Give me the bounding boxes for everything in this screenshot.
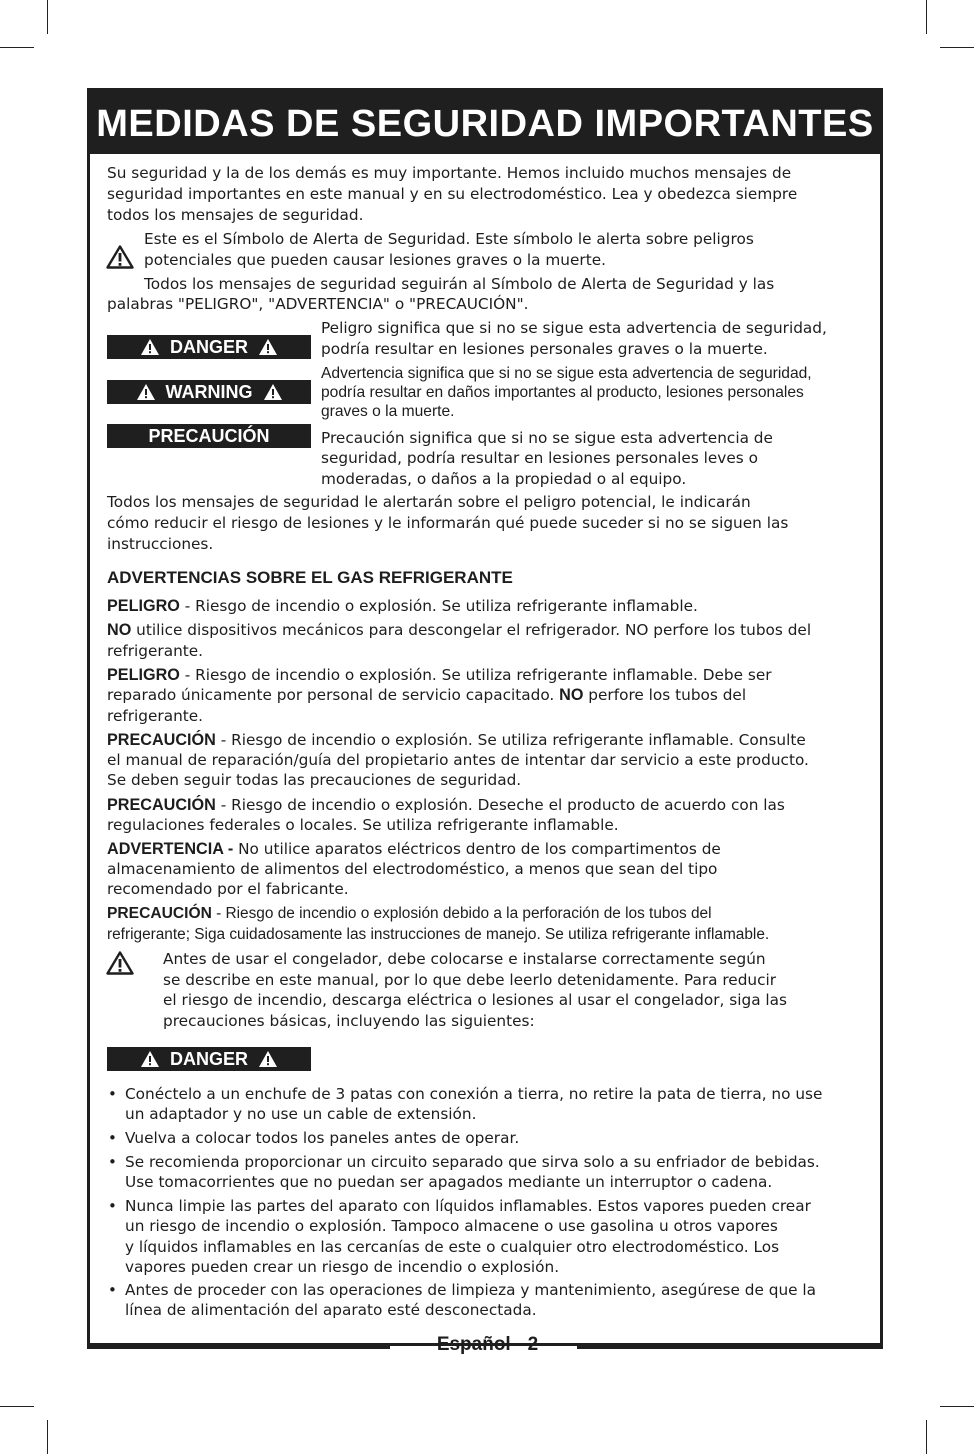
- warning-signal-label: [107, 380, 311, 404]
- alert-symbol-text: Este es el Símbolo de Alerta de Seguridad. Este símbolo le alerta sobre peligros: [144, 230, 754, 248]
- page-number: Español - 2: [436, 1334, 539, 1355]
- warning-triangle-icon: [106, 951, 134, 975]
- danger-signal-label: [107, 335, 311, 359]
- warning-triangle-icon: [263, 383, 283, 401]
- refrigerant-paragraph: PRECAUCIÓN - Riesgo de incendio o explosión. Deseche el producto de acuerdo con las: [107, 796, 785, 814]
- refrigerant-paragraph: regulaciones federales o locales. Se utiliza refrigerante inflamable.: [107, 816, 619, 834]
- signal-words-text: palabras "PELIGRO", "ADVERTENCIA" o "PRECAUCIÓN".: [107, 295, 529, 313]
- refrigerant-paragraph: ADVERTENCIA - No utilice aparatos eléctricos dentro de los compartimentos de: [107, 840, 721, 858]
- bullet-text: Antes de proceder con las operaciones de limpieza y mantenimiento, asegúrese de que la: [125, 1281, 817, 1299]
- page-title: MEDIDAS DE SEGURIDAD IMPORTANTES: [87, 88, 883, 154]
- refrigerant-paragraph: PELIGRO - Riesgo de incendio o explosión. Se utiliza refrigerante inflamable. Debe ser: [107, 666, 772, 684]
- refrigerant-paragraph: refrigerante; Siga cuidadosamente las instrucciones de manejo. Se utiliza refrigerante inflamable.: [107, 926, 770, 943]
- crop-mark: [940, 1406, 974, 1407]
- keyword: NO: [107, 621, 132, 639]
- caution-text: Precaución significa que si no se sigue esta advertencia de: [321, 429, 773, 447]
- bullet-text: un adaptador y no use un cable de extensión.: [125, 1105, 477, 1123]
- bullet-text: Nunca limpie las partes del aparato con líquidos inflamables. Estos vapores pueden crear: [125, 1197, 811, 1215]
- refrigerant-paragraph: recomendado por el fabricante.: [107, 880, 349, 898]
- keyword: PELIGRO: [107, 666, 180, 684]
- footer-rule-left: [87, 1346, 390, 1349]
- danger-signal-label: [107, 1047, 311, 1071]
- warning-text: graves o la muerte.: [321, 403, 455, 420]
- keyword: PELIGRO: [107, 597, 180, 615]
- warning-triangle-icon: [258, 338, 278, 356]
- all-messages-text: Todos los mensajes de seguridad le alertarán sobre el peligro potencial, le indicarán: [107, 493, 751, 511]
- danger-label: DANGER: [169, 1049, 248, 1069]
- refrigerant-paragraph: reparado únicamente por personal de servicio capacitado. NO perfore los tubos del: [107, 686, 747, 704]
- crop-mark: [926, 1420, 927, 1454]
- refrigerant-paragraph: Se deben seguir todas las precauciones de seguridad.: [107, 771, 522, 789]
- intro-line: Su seguridad y la de los demás es muy importante. Hemos incluido muchos mensajes de: [107, 164, 792, 182]
- warning-triangle-icon: [106, 245, 134, 269]
- bullet-text: vapores pueden crear un riesgo de incendio o explosión.: [125, 1258, 560, 1276]
- crop-mark: [0, 47, 34, 48]
- caution-text: moderadas, o daños a la propiedad o al equipo.: [321, 470, 687, 488]
- danger-text: Peligro significa que si no se sigue esta advertencia de seguridad,: [321, 319, 827, 337]
- crop-mark: [0, 1406, 34, 1407]
- caution-text: seguridad, podría resultar en lesiones personales leves o: [321, 449, 758, 467]
- bullet-marker: •: [108, 1281, 117, 1299]
- warning-text: podría resultar en daños importantes al producto, lesiones personales: [321, 384, 804, 401]
- freezer-note: se describe en este manual, por lo que debe leerlo detenidamente. Para reducir: [163, 971, 777, 989]
- bullet-text: Se recomienda proporcionar un circuito separado que sirva solo a su enfriador de bebidas.: [125, 1153, 820, 1171]
- keyword: PRECAUCIÓN: [107, 731, 216, 749]
- bullet-text: y líquidos inflamables en las cercanías de este o cualquier otro electrodoméstico. Los: [125, 1238, 780, 1256]
- crop-mark: [47, 1420, 48, 1454]
- bullet-text: un riesgo de incendio o explosión. Tampoco almacene o use gasolina u otros vapores: [125, 1217, 778, 1235]
- danger-text: podría resultar en lesiones personales graves o la muerte.: [321, 340, 768, 358]
- bullet-marker: •: [108, 1085, 117, 1103]
- freezer-note: el riesgo de incendio, descarga eléctrica o lesiones al usar el congelador, siga las: [163, 991, 788, 1009]
- warning-triangle-icon: [140, 338, 160, 356]
- bullet-marker: •: [108, 1197, 117, 1215]
- keyword: PRECAUCIÓN: [107, 796, 216, 814]
- caution-label: PRECAUCIÓN: [148, 426, 270, 446]
- footer-rule-right: [577, 1346, 883, 1349]
- warning-label: WARNING: [165, 382, 253, 402]
- bullet-text: Conéctelo a un enchufe de 3 patas con conexión a tierra, no retire la pata de tierra, no use: [125, 1085, 823, 1103]
- refrigerant-paragraph: NO utilice dispositivos mecánicos para descongelar el refrigerador. NO perfore los tubos del: [107, 621, 812, 639]
- refrigerant-paragraph: refrigerante.: [107, 642, 204, 660]
- refrigerant-paragraph: refrigerante.: [107, 707, 204, 725]
- caution-signal-label: [107, 424, 311, 448]
- all-messages-text: instrucciones.: [107, 535, 214, 553]
- warning-triangle-icon: [258, 1050, 278, 1068]
- warning-triangle-icon: [136, 383, 156, 401]
- refrigerant-paragraph: PELIGRO - Riesgo de incendio o explosión. Se utiliza refrigerante inflamable.: [107, 597, 698, 615]
- intro-line: seguridad importantes en este manual y en su electrodoméstico. Lea y obedezca siempre: [107, 185, 798, 203]
- keyword: PRECAUCIÓN: [107, 905, 212, 922]
- bullet-text: línea de alimentación del aparato esté desconectada.: [125, 1301, 537, 1319]
- bullet-text: Use tomacorrientes que no puedan ser apagados mediante un interruptor o cadena.: [125, 1173, 773, 1191]
- crop-mark: [926, 0, 927, 34]
- keyword: NO: [559, 686, 584, 704]
- signal-words-text: Todos los mensajes de seguridad seguirán al Símbolo de Alerta de Seguridad y las: [144, 275, 775, 293]
- warning-text: Advertencia significa que si no se sigue esta advertencia de seguridad,: [321, 365, 812, 382]
- danger-label: DANGER: [169, 337, 248, 357]
- bullet-text: Vuelva a colocar todos los paneles antes de operar.: [125, 1129, 520, 1147]
- crop-mark: [940, 47, 974, 48]
- refrigerant-paragraph: almacenamiento de alimentos del electrodoméstico, a menos que sean del tipo: [107, 860, 718, 878]
- refrigerant-paragraph: PRECAUCIÓN - Riesgo de incendio o explosión. Se utiliza refrigerante inflamable. Consulte: [107, 731, 806, 749]
- keyword: ADVERTENCIA -: [107, 840, 234, 858]
- bullet-marker: •: [108, 1129, 117, 1147]
- refrigerant-heading: ADVERTENCIAS SOBRE EL GAS REFRIGERANTE: [107, 568, 513, 587]
- refrigerant-paragraph: el manual de reparación/guía del propietario antes de intentar dar servicio a este producto.: [107, 751, 809, 769]
- alert-symbol-text: potenciales que pueden causar lesiones graves o la muerte.: [144, 251, 606, 269]
- crop-mark: [47, 0, 48, 34]
- intro-line: todos los mensajes de seguridad.: [107, 206, 364, 224]
- all-messages-text: cómo reducir el riesgo de lesiones y le informarán qué puede suceder si no se siguen las: [107, 514, 789, 532]
- refrigerant-paragraph: PRECAUCIÓN - Riesgo de incendio o explosión debido a la perforación de los tubos del: [107, 905, 712, 922]
- warning-triangle-icon: [140, 1050, 160, 1068]
- freezer-note: precauciones básicas, incluyendo las siguientes:: [163, 1012, 535, 1030]
- freezer-note: Antes de usar el congelador, debe colocarse e instalarse correctamente según: [163, 950, 766, 968]
- bullet-marker: •: [108, 1153, 117, 1171]
